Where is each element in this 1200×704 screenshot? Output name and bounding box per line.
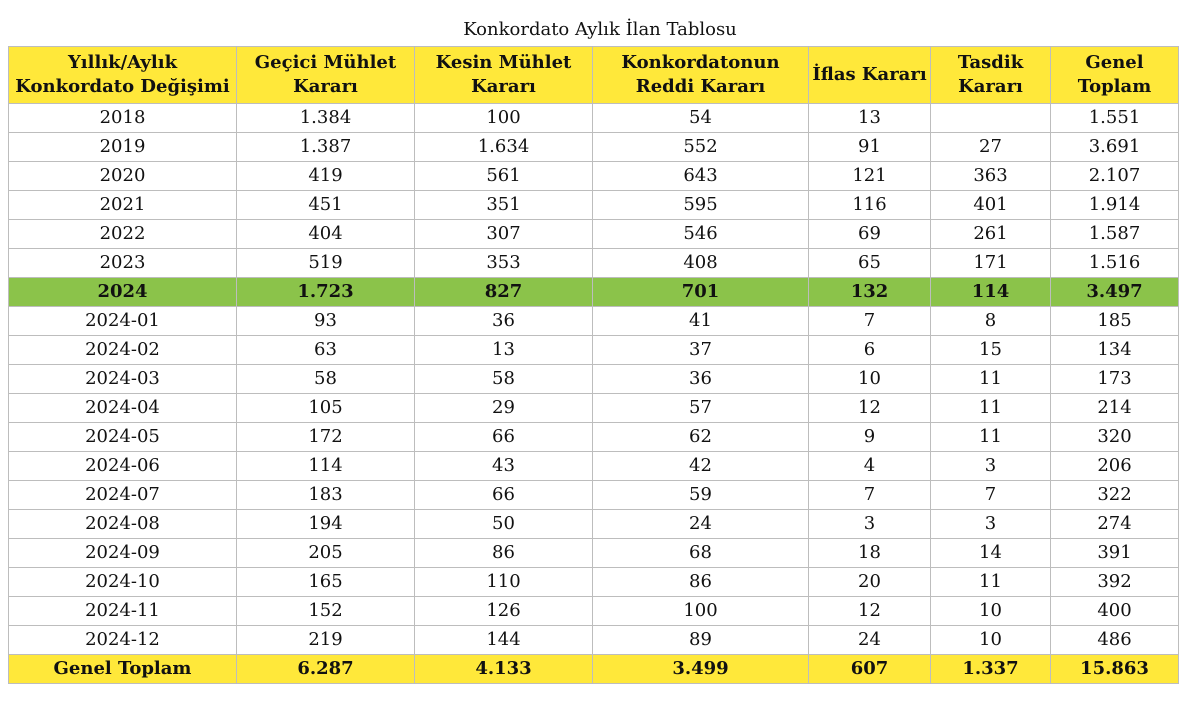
value-cell: 3.497	[1051, 278, 1179, 307]
value-cell: 105	[237, 394, 415, 423]
value-cell: 205	[237, 539, 415, 568]
value-cell: 11	[931, 568, 1051, 597]
table-row	[9, 191, 1179, 220]
value-cell: 1.723	[237, 278, 415, 307]
value-cell: 10	[931, 597, 1051, 626]
row-label-cell: 2024-03	[9, 365, 237, 394]
table-row	[9, 394, 1179, 423]
table-row	[9, 626, 1179, 655]
value-cell: 66	[415, 423, 593, 452]
table-row-total	[9, 655, 1179, 684]
value-cell: 15.863	[1051, 655, 1179, 684]
value-cell: 2.107	[1051, 162, 1179, 191]
value-cell: 3	[809, 510, 931, 539]
column-header-period: Yıllık/Aylık Konkordato Değişimi	[9, 47, 237, 104]
row-label-cell: 2024-06	[9, 452, 237, 481]
column-header-tasdik: Tasdik Kararı	[931, 47, 1051, 104]
value-cell: 12	[809, 597, 931, 626]
column-header-genel-toplam: Genel Toplam	[1051, 47, 1179, 104]
value-cell: 27	[931, 133, 1051, 162]
row-label-cell: 2024-01	[9, 307, 237, 336]
table-title: Konkordato Aylık İlan Tablosu	[463, 19, 737, 40]
value-cell: 1.634	[415, 133, 593, 162]
value-cell: 36	[593, 365, 809, 394]
table-row	[9, 220, 1179, 249]
value-cell: 451	[237, 191, 415, 220]
value-cell: 15	[931, 336, 1051, 365]
row-label-cell: 2024-04	[9, 394, 237, 423]
table-row-highlight	[9, 278, 1179, 307]
value-cell: 62	[593, 423, 809, 452]
table-row	[9, 307, 1179, 336]
value-cell: 10	[809, 365, 931, 394]
row-label-cell: 2018	[9, 104, 237, 133]
value-cell: 274	[1051, 510, 1179, 539]
row-label-cell: 2020	[9, 162, 237, 191]
row-label-cell: Genel Toplam	[9, 655, 237, 684]
value-cell: 59	[593, 481, 809, 510]
value-cell: 183	[237, 481, 415, 510]
value-cell: 643	[593, 162, 809, 191]
table-row	[9, 452, 1179, 481]
row-label-cell: 2024-05	[9, 423, 237, 452]
value-cell: 3	[931, 452, 1051, 481]
value-cell: 320	[1051, 423, 1179, 452]
value-cell: 322	[1051, 481, 1179, 510]
value-cell: 116	[809, 191, 931, 220]
row-label-cell: 2024-02	[9, 336, 237, 365]
row-label-cell: 2022	[9, 220, 237, 249]
table-row	[9, 423, 1179, 452]
value-cell: 172	[237, 423, 415, 452]
value-cell: 14	[931, 539, 1051, 568]
value-cell: 89	[593, 626, 809, 655]
value-cell: 11	[931, 394, 1051, 423]
value-cell: 171	[931, 249, 1051, 278]
value-cell: 58	[237, 365, 415, 394]
row-label-cell: 2024-07	[9, 481, 237, 510]
row-label-cell: 2024-11	[9, 597, 237, 626]
value-cell: 10	[931, 626, 1051, 655]
row-label-cell: 2021	[9, 191, 237, 220]
value-cell: 110	[415, 568, 593, 597]
value-cell: 194	[237, 510, 415, 539]
value-cell: 43	[415, 452, 593, 481]
value-cell: 100	[415, 104, 593, 133]
value-cell: 20	[809, 568, 931, 597]
value-cell: 165	[237, 568, 415, 597]
value-cell: 363	[931, 162, 1051, 191]
value-cell: 6	[809, 336, 931, 365]
value-cell: 24	[593, 510, 809, 539]
value-cell: 36	[415, 307, 593, 336]
value-cell: 126	[415, 597, 593, 626]
header-row	[9, 47, 1179, 104]
value-cell: 86	[593, 568, 809, 597]
column-header-iflas: İflas Kararı	[809, 47, 931, 104]
value-cell: 1.516	[1051, 249, 1179, 278]
value-cell: 1.384	[237, 104, 415, 133]
value-cell: 595	[593, 191, 809, 220]
value-cell: 561	[415, 162, 593, 191]
table-row	[9, 162, 1179, 191]
value-cell: 13	[809, 104, 931, 133]
value-cell: 91	[809, 133, 931, 162]
value-cell: 6.287	[237, 655, 415, 684]
value-cell: 152	[237, 597, 415, 626]
table-row	[9, 568, 1179, 597]
value-cell: 353	[415, 249, 593, 278]
table-row	[9, 365, 1179, 394]
value-cell: 827	[415, 278, 593, 307]
value-cell: 7	[809, 481, 931, 510]
value-cell: 9	[809, 423, 931, 452]
value-cell: 701	[593, 278, 809, 307]
table-row	[9, 510, 1179, 539]
value-cell: 404	[237, 220, 415, 249]
value-cell: 219	[237, 626, 415, 655]
value-cell: 4	[809, 452, 931, 481]
value-cell: 65	[809, 249, 931, 278]
value-cell: 546	[593, 220, 809, 249]
value-cell: 206	[1051, 452, 1179, 481]
table-row	[9, 249, 1179, 278]
value-cell: 54	[593, 104, 809, 133]
value-cell: 552	[593, 133, 809, 162]
value-cell: 58	[415, 365, 593, 394]
column-header-gecici-muhlet: Geçici Mühlet Kararı	[237, 47, 415, 104]
value-cell: 132	[809, 278, 931, 307]
value-cell: 3.499	[593, 655, 809, 684]
value-cell: 4.133	[415, 655, 593, 684]
value-cell: 24	[809, 626, 931, 655]
value-cell: 1.587	[1051, 220, 1179, 249]
row-label-cell: 2024-08	[9, 510, 237, 539]
table-row	[9, 336, 1179, 365]
value-cell: 121	[809, 162, 931, 191]
value-cell: 214	[1051, 394, 1179, 423]
value-cell: 7	[809, 307, 931, 336]
value-cell: 1.914	[1051, 191, 1179, 220]
value-cell: 3.691	[1051, 133, 1179, 162]
value-cell: 63	[237, 336, 415, 365]
value-cell: 42	[593, 452, 809, 481]
value-cell: 11	[931, 423, 1051, 452]
value-cell: 50	[415, 510, 593, 539]
konkordato-table	[8, 46, 1179, 684]
value-cell: 408	[593, 249, 809, 278]
table-row	[9, 133, 1179, 162]
value-cell	[931, 104, 1051, 133]
value-cell: 1.551	[1051, 104, 1179, 133]
value-cell: 1.337	[931, 655, 1051, 684]
value-cell: 57	[593, 394, 809, 423]
table-row	[9, 597, 1179, 626]
row-label-cell: 2023	[9, 249, 237, 278]
value-cell: 391	[1051, 539, 1179, 568]
value-cell: 11	[931, 365, 1051, 394]
table-row	[9, 481, 1179, 510]
table-row	[9, 539, 1179, 568]
row-label-cell: 2024-12	[9, 626, 237, 655]
value-cell: 8	[931, 307, 1051, 336]
value-cell: 13	[415, 336, 593, 365]
value-cell: 114	[237, 452, 415, 481]
row-label-cell: 2024	[9, 278, 237, 307]
value-cell: 29	[415, 394, 593, 423]
value-cell: 37	[593, 336, 809, 365]
value-cell: 392	[1051, 568, 1179, 597]
column-header-kesin-muhlet: Kesin Mühlet Kararı	[415, 47, 593, 104]
value-cell: 12	[809, 394, 931, 423]
value-cell: 86	[415, 539, 593, 568]
value-cell: 261	[931, 220, 1051, 249]
row-label-cell: 2024-10	[9, 568, 237, 597]
value-cell: 41	[593, 307, 809, 336]
value-cell: 144	[415, 626, 593, 655]
value-cell: 607	[809, 655, 931, 684]
value-cell: 173	[1051, 365, 1179, 394]
value-cell: 134	[1051, 336, 1179, 365]
value-cell: 100	[593, 597, 809, 626]
value-cell: 69	[809, 220, 931, 249]
value-cell: 486	[1051, 626, 1179, 655]
value-cell: 93	[237, 307, 415, 336]
value-cell: 66	[415, 481, 593, 510]
value-cell: 114	[931, 278, 1051, 307]
row-label-cell: 2019	[9, 133, 237, 162]
value-cell: 351	[415, 191, 593, 220]
value-cell: 401	[931, 191, 1051, 220]
column-header-red: Konkordatonun Reddi Kararı	[593, 47, 809, 104]
value-cell: 185	[1051, 307, 1179, 336]
value-cell: 307	[415, 220, 593, 249]
value-cell: 18	[809, 539, 931, 568]
table-row	[9, 104, 1179, 133]
value-cell: 7	[931, 481, 1051, 510]
table-body	[9, 104, 1179, 684]
value-cell: 519	[237, 249, 415, 278]
value-cell: 1.387	[237, 133, 415, 162]
value-cell: 3	[931, 510, 1051, 539]
value-cell: 419	[237, 162, 415, 191]
value-cell: 68	[593, 539, 809, 568]
row-label-cell: 2024-09	[9, 539, 237, 568]
value-cell: 400	[1051, 597, 1179, 626]
